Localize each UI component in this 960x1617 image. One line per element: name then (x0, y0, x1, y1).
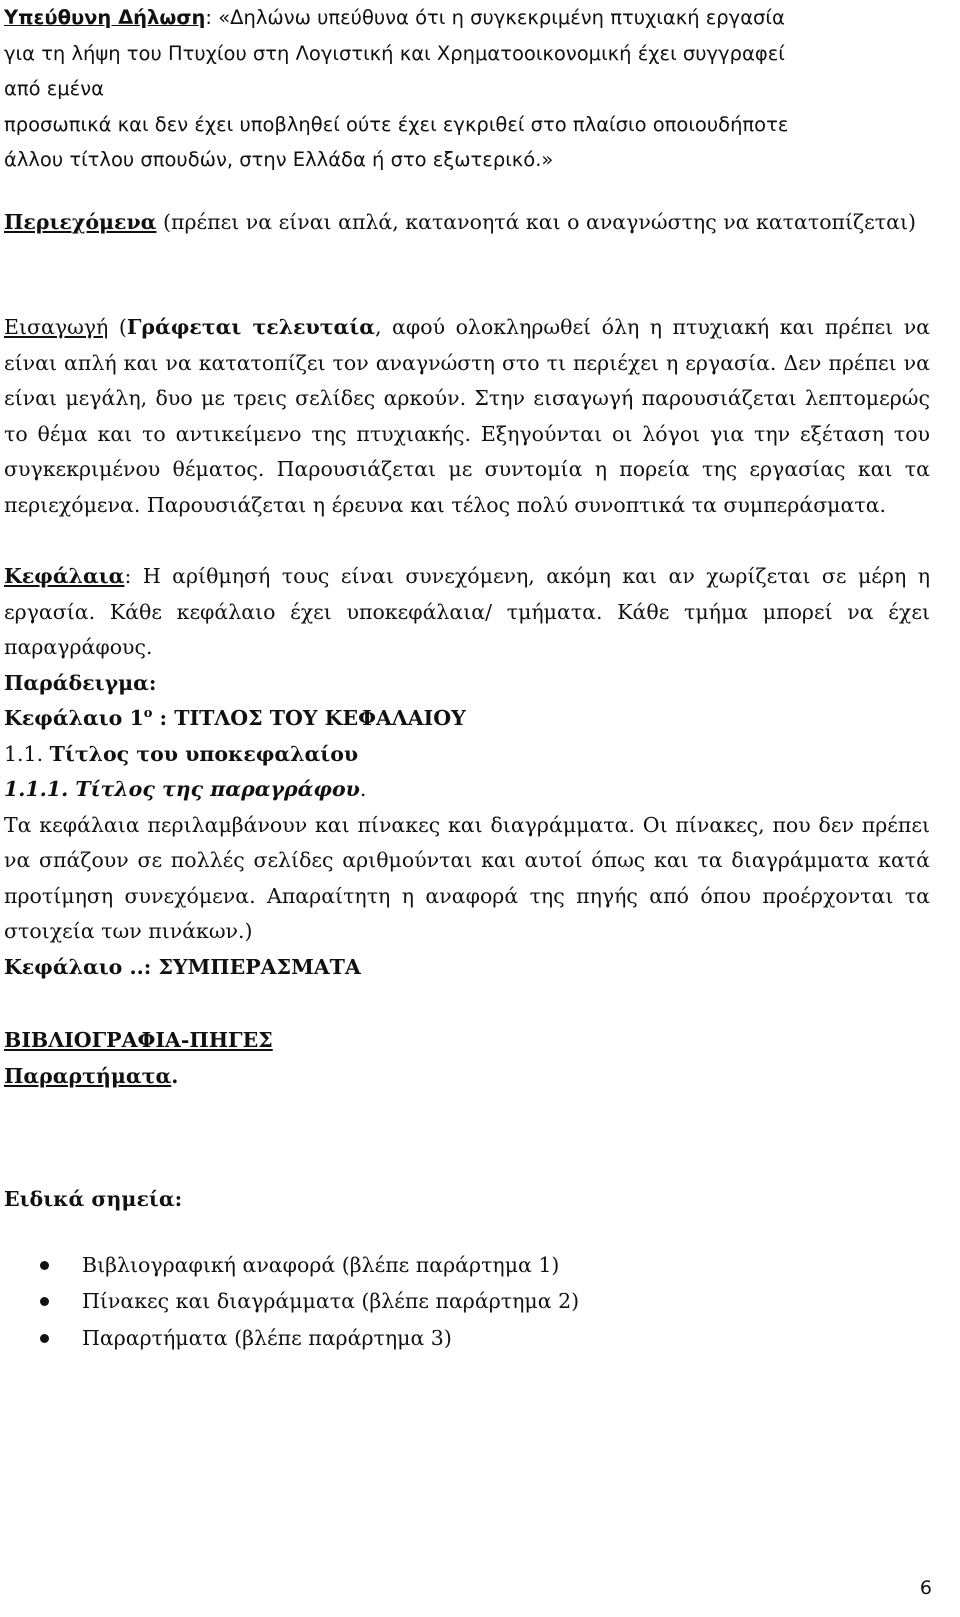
page-number: 6 (919, 1577, 932, 1599)
declaration-line5: άλλου τίτλου σπουδών, στην Ελλάδα ή στο εξωτερικό.» (4, 148, 554, 171)
chapters-text: : Η αρίθμησή τους είναι συνεχόμενη, ακόμη και αν χωρίζεται σε μέρη η εργασία. Κάθε κεφάλαιο έχει υποκεφάλαια/ τμήματα. Κάθε τμήμα μπορεί να έχει παραγράφους. (4, 564, 930, 659)
special-point-2: Πίνακες και διαγράμματα (βλέπε παράρτημα 2) (82, 1289, 580, 1313)
introduction-bold: Γράφεται τελευταία (126, 315, 376, 339)
chapter-prefix: Κεφάλαιο 1 (4, 706, 144, 730)
declaration-line2: για τη λήψη του Πτυχίου στη Λογιστική και Χρηματοοικονομική έχει συγγραφεί (4, 41, 785, 65)
document-page (4, 0, 930, 1356)
special-points-list (4, 1247, 930, 1357)
list-item (4, 1320, 930, 1357)
chapters-label: Κεφάλαια (4, 564, 125, 588)
declaration-label: Υπεύθυνη Δήλωση (4, 6, 206, 29)
appendices-heading-line (4, 1059, 930, 1095)
bullet-icon (40, 1261, 49, 1270)
subchapter-example (4, 737, 930, 773)
contents-paragraph (4, 205, 930, 241)
list-item (4, 1247, 930, 1284)
chapter-example-heading (4, 701, 930, 737)
special-point-1: Βιβλιογραφική αναφορά (βλέπε παράρτημα 1) (82, 1252, 560, 1277)
appendices-dot: . (171, 1063, 179, 1088)
chapters-paragraph (4, 559, 930, 666)
contents-label: Περιεχόμενα (4, 209, 157, 234)
introduction-paren: ( (108, 315, 127, 339)
introduction-label: Εισαγωγή (4, 315, 109, 339)
introduction-text: , αφού ολοκληρωθεί όλη η πτυχιακή και πρέπει να είναι απλή και να κατατοπίζει τον αναγνώστη στο τι περιέχει η εργασία. Δεν πρέπει να είναι μεγάλη, δυο με τρεις σελίδες αρκούν. Στην εισαγωγή παρουσιάζεται λεπτομερώς το θέμα και το αντικείμενο της πτυχιακής. Εξηγούνται οι λόγοι για την εξέταση του συγκεκριμένου θέματος. Παρουσιάζεται με συντομία η πορεία της εργασίας και τα περιεχόμενα. Παρουσιάζεται η έρευνα και τέλος πολύ συνοπτικά τα συμπεράσματα. (4, 315, 930, 517)
example-label: Παράδειγμα: (4, 670, 157, 695)
paragraph-example (4, 772, 930, 808)
bullet-icon (40, 1297, 49, 1306)
chapter-title: : ΤΙΤΛΟΣ ΤΟΥ ΚΕΦΑΛΑΙΟΥ (152, 706, 466, 730)
special-point-3: Παραρτήματα (βλέπε παράρτημα 3) (82, 1325, 452, 1350)
bibliography-heading: ΒΙΒΛΙΟΓΡΑΦΙΑ-ΠΗΓΕΣ (4, 1028, 273, 1052)
contents-text: (πρέπει να είναι απλά, κατανοητά και ο αναγνώστης να κατατοπίζεται) (156, 209, 916, 234)
conclusions-heading: Κεφάλαιο ..: ΣΥΜΠΕΡΑΣΜΑΤΑ (4, 954, 361, 979)
introduction-paragraph (4, 310, 930, 523)
appendices-heading: Παραρτήματα (4, 1063, 172, 1088)
list-item (4, 1283, 930, 1320)
subchapter-number: 1.1. (4, 741, 50, 766)
subchapter-title: Τίτλος του υποκεφαλαίου (49, 741, 359, 766)
tables-paragraph: Τα κεφάλαια περιλαμβάνουν και πίνακες και διαγράμματα. Οι πίνακες, που δεν πρέπει να σπάζουν σε πολλές σελίδες αριθμούνται και αυτοί όπως και τα διαγράμματα κατά προτίμηση συνεχόμενα. Απαραίτητη η αναφορά της πηγής από όπου προέρχονται τα στοιχεία των πινάκων.) (4, 812, 930, 943)
declaration-paragraph (4, 0, 930, 178)
declaration-line3: από εμένα (4, 77, 104, 100)
special-points-label: Ειδικά σημεία: (4, 1187, 183, 1211)
chapter-superscript: ο (143, 706, 153, 722)
declaration-line4: προσωπικά και δεν έχει υποβληθεί ούτε έχει εγκριθεί στο πλαίσιο οποιουδήποτε (4, 112, 789, 136)
paragraph-end: . (359, 777, 367, 801)
paragraph-title: 1.1.1. Τίτλος της παραγράφου (4, 777, 360, 801)
bullet-icon (40, 1334, 49, 1343)
declaration-line1: : «Δηλώνω υπεύθυνα ότι η συγκεκριμένη πτυχιακή εργασία (205, 6, 785, 29)
